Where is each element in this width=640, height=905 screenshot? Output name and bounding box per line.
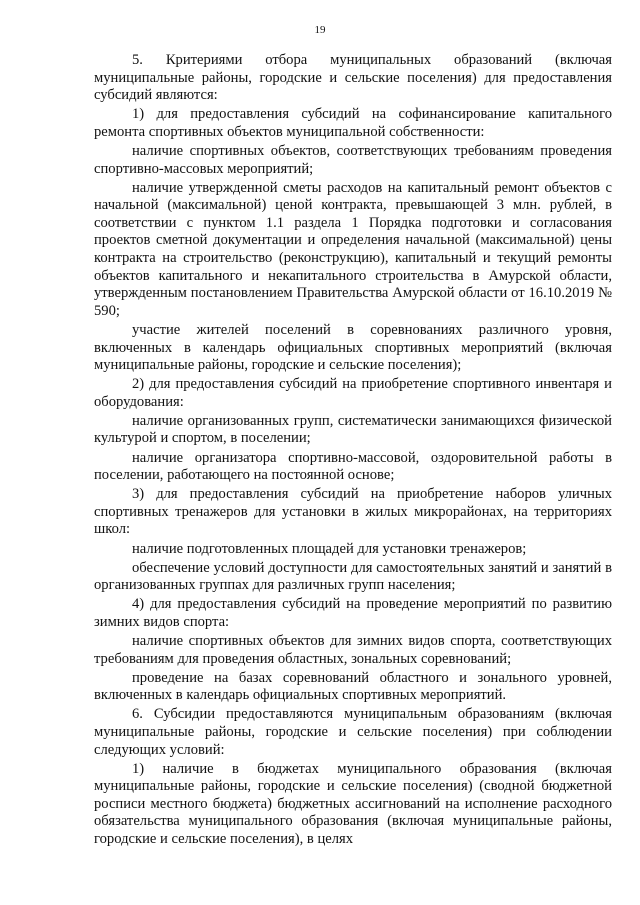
paragraph-winter-objects: наличие спортивных объектов для зимних видов спорта, соответствующих требованиям для проведения областных, зональных соревнований; — [94, 633, 612, 667]
paragraph-estimate: наличие утвержденной сметы расходов на капитальный ремонт объектов с начальной (максимальной) ценой контракта, превышающей 3 млн. рублей, в соответствии с пунктом 1.1 раздела 1 Порядка подготовки и согласования проектов сметной документации и определения начальной (максимальной) цены контракта на строительство (реконструкцию), капитальный и текущий ремонты объектов капитального и некапитального строительства в Амурской области, утвержденным постановлением Правительства Амурской области от 16.10.2019 № 590; — [94, 179, 612, 319]
page-number: 19 — [314, 24, 326, 36]
paragraph-participation: участие жителей поселений в соревнованиях различного уровня, включенных в календарь официальных спортивных мероприятий (включая муниципальные районы, городские и сельские поселения); — [94, 321, 612, 374]
paragraph-6-conditions: 6. Субсидии предоставляются муниципальным образованиям (включая муниципальные районы, городские и сельские поселения) при соблюдении следующих условий: — [94, 706, 612, 758]
paragraph-item-4: 4) для предоставления субсидий на проведение мероприятий по развитию зимних видов спорта: — [94, 596, 612, 630]
paragraph-accessibility: обеспечение условий доступности для самостоятельных занятий и занятий в организованных группах для различных групп населения; — [94, 559, 612, 594]
document-body — [94, 52, 612, 850]
paragraph-condition-1: 1) наличие в бюджетах муниципального образования (включая муниципальные районы, городские и сельские поселения) (сводной бюджетной росписи местного бюджета) бюджетных ассигнований на исполнение расходного обязательства муниципального образования (включая муниципальные районы, городские и сельские поселения), в целях — [94, 760, 612, 848]
paragraph-item-1: 1) для предоставления субсидий на софинансирование капитального ремонта спортивных объектов муниципальной собственности: — [94, 106, 612, 140]
paragraph-organized-groups: наличие организованных групп, систематически занимающихся физической культурой и спортом, в поселении; — [94, 412, 612, 447]
paragraph-item-3: 3) для предоставления субсидий на приобретение наборов уличных спортивных тренажеров для установки в жилых микрорайонах, на территориях школ: — [94, 486, 612, 538]
paragraph-item-2: 2) для предоставления субсидий на приобретение спортивного инвентаря и оборудования: — [94, 376, 612, 410]
paragraph-competitions: проведение на базах соревнований областного и зонального уровней, включенных в календарь официальных спортивных мероприятий. — [94, 669, 612, 704]
paragraph-5-criteria: 5. Критериями отбора муниципальных образований (включая муниципальные районы, городские и сельские поселения) для предоставления субсидий являются: — [94, 52, 612, 104]
paragraph-prepared-areas: наличие подготовленных площадей для установки тренажеров; — [132, 540, 527, 557]
paragraph-sports-objects: наличие спортивных объектов, соответствующих требованиям проведения спортивно-массовых мероприятий; — [94, 142, 612, 177]
paragraph-organizer: наличие организатора спортивно-массовой, оздоровительной работы в поселении, работающего на постоянной основе; — [94, 449, 612, 484]
